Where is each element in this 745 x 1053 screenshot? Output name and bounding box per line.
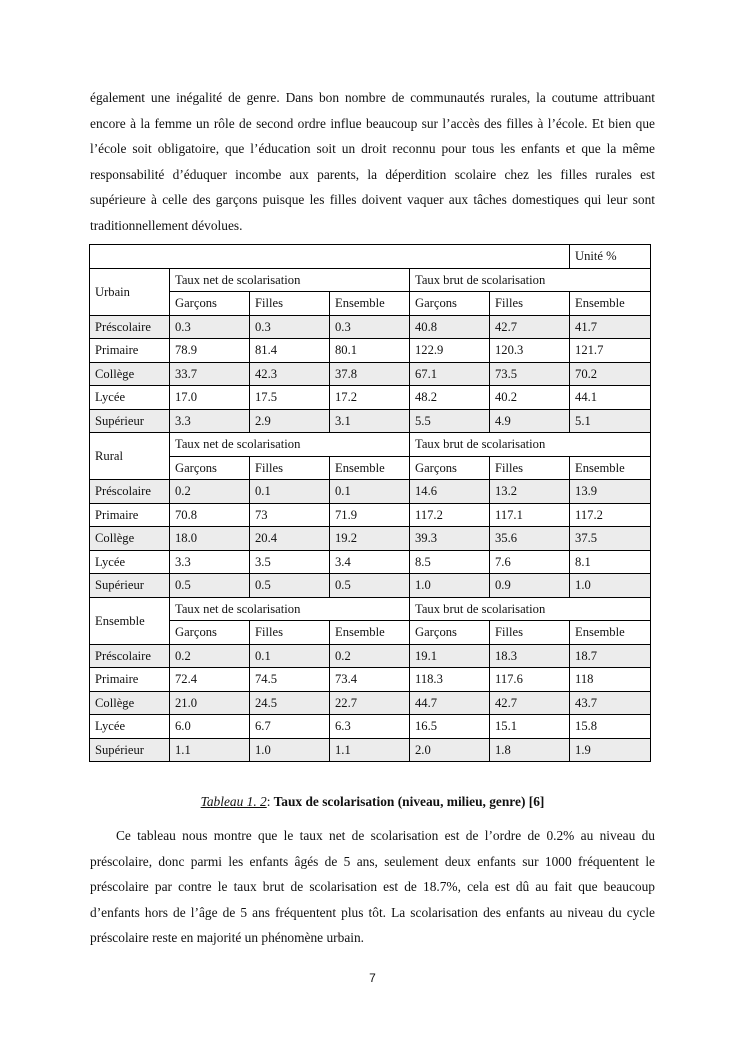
rate-value: 40.2 [490,386,570,410]
level-label: Collège [90,527,170,551]
table-row [90,339,651,363]
rate-value: 6.3 [330,715,410,739]
rate-value: 24.5 [250,691,330,715]
caption-separator: : [266,794,271,809]
rate-value: 1.0 [570,574,651,598]
rate-value: 6.7 [250,715,330,739]
rate-value: 15.1 [490,715,570,739]
subheader-cell: Ensemble [570,621,651,645]
level-label: Lycée [90,715,170,739]
rate-value: 117.2 [410,503,490,527]
level-label: Collège [90,362,170,386]
subheader-cell: Filles [250,292,330,316]
rate-value: 17.5 [250,386,330,410]
rate-value: 3.3 [170,409,250,433]
unit-row-blank [90,245,570,269]
table-row [90,362,651,386]
section-label-ensemble: Ensemble [90,597,170,644]
rate-value: 3.3 [170,550,250,574]
subheader-cell: Filles [490,292,570,316]
table-row [90,574,651,598]
rate-value: 2.9 [250,409,330,433]
rate-value: 18.7 [570,644,651,668]
rate-value: 1.8 [490,738,570,762]
subheader-cell: Garçons [170,621,250,645]
caption-title: Taux de scolarisation (niveau, milieu, genre) [6] [270,794,545,809]
subheader-cell: Garçons [410,621,490,645]
rate-value: 6.0 [170,715,250,739]
rate-value: 1.0 [410,574,490,598]
rate-value: 1.9 [570,738,651,762]
rate-value: 48.2 [410,386,490,410]
rate-value: 35.6 [490,527,570,551]
section-header-row [90,433,651,457]
rate-value: 42.3 [250,362,330,386]
subheader-cell: Filles [250,456,330,480]
rate-value: 18.3 [490,644,570,668]
rate-value: 22.7 [330,691,410,715]
rate-value: 0.3 [170,315,250,339]
level-label: Préscolaire [90,480,170,504]
rate-value: 42.7 [490,691,570,715]
rate-value: 17.0 [170,386,250,410]
rate-value: 21.0 [170,691,250,715]
table-row [90,644,651,668]
rate-value: 1.0 [250,738,330,762]
rate-value: 0.1 [250,480,330,504]
subheader-cell: Filles [250,621,330,645]
net-rate-header: Taux net de scolarisation [170,597,410,621]
section-header-row [90,597,651,621]
subheader-row [90,621,651,645]
rate-value: 78.9 [170,339,250,363]
rate-value: 0.1 [330,480,410,504]
table-caption [90,794,655,810]
rate-value: 14.6 [410,480,490,504]
rate-value: 3.1 [330,409,410,433]
table-row [90,715,651,739]
schooling-rate-table [89,244,651,762]
rate-value: 33.7 [170,362,250,386]
subheader-cell: Ensemble [570,456,651,480]
gross-rate-header: Taux brut de scolarisation [410,433,651,457]
rate-value: 40.8 [410,315,490,339]
rate-value: 20.4 [250,527,330,551]
table-row [90,527,651,551]
level-label: Collège [90,691,170,715]
level-label: Lycée [90,550,170,574]
rate-value: 120.3 [490,339,570,363]
level-label: Primaire [90,339,170,363]
rate-value: 5.1 [570,409,651,433]
rate-value: 44.1 [570,386,651,410]
rate-value: 5.5 [410,409,490,433]
level-label: Supérieur [90,574,170,598]
rate-value: 42.7 [490,315,570,339]
subheader-row [90,292,651,316]
table-row [90,668,651,692]
rate-value: 7.6 [490,550,570,574]
table-row [90,691,651,715]
level-label: Lycée [90,386,170,410]
gross-rate-header: Taux brut de scolarisation [410,268,651,292]
analysis-paragraph: Ce tableau nous montre que le taux net de scolarisation est de l’ordre de 0.2% au niveau du préscolaire, donc parmi les enfants âgés de 5 ans, seulement deux enfants sur 1000 fréquentent le préscolaire par contre le taux brut de scolarisation est de 18.7%, cela est dû au fait que beaucoup d’enfants hors de l’âge de 5 ans fréquentent plus tôt. La scolarisation des enfants au niveau du cycle préscolaire reste en majorité un phénomène urbain. [90,828,655,945]
table-row [90,386,651,410]
gross-rate-header: Taux brut de scolarisation [410,597,651,621]
rate-value: 72.4 [170,668,250,692]
rate-value: 71.9 [330,503,410,527]
rate-value: 1.1 [330,738,410,762]
rate-value: 41.7 [570,315,651,339]
rate-value: 37.5 [570,527,651,551]
rate-value: 37.8 [330,362,410,386]
page-number: 7 [369,971,376,985]
subheader-cell: Garçons [410,456,490,480]
net-rate-header: Taux net de scolarisation [170,268,410,292]
rate-value: 19.2 [330,527,410,551]
rate-value: 73.5 [490,362,570,386]
intro-paragraph: également une inégalité de genre. Dans bon nombre de communautés rurales, la coutume attribuant encore à la femme un rôle de second ordre influe beaucoup sur l’accès des filles à l’école. Et bien que l’école soit obligatoire, que l’éducation soit un droit reconnu pour tous les enfants et que la même responsabilité d’éduquer incombe aux parents, la déperdition scolaire chez les filles rurales est supérieure à celle des garçons puisque les filles doivent vaquer aux tâches domestiques qui leur sont traditionnellement dévolues. [90,90,655,233]
table-row [90,409,651,433]
unit-label: Unité % [570,245,651,269]
rate-value: 0.5 [170,574,250,598]
rate-value: 73.4 [330,668,410,692]
rate-value: 118 [570,668,651,692]
table-row [90,738,651,762]
subheader-cell: Garçons [170,292,250,316]
rate-value: 0.2 [170,644,250,668]
rate-value: 81.4 [250,339,330,363]
level-label: Préscolaire [90,644,170,668]
level-label: Supérieur [90,738,170,762]
rate-value: 1.1 [170,738,250,762]
subheader-cell: Ensemble [330,292,410,316]
rate-value: 0.5 [330,574,410,598]
rate-value: 117.6 [490,668,570,692]
rate-value: 0.1 [250,644,330,668]
rate-value: 121.7 [570,339,651,363]
rate-value: 118.3 [410,668,490,692]
table-row [90,550,651,574]
rate-value: 13.9 [570,480,651,504]
rate-value: 117.1 [490,503,570,527]
rate-value: 13.2 [490,480,570,504]
net-rate-header: Taux net de scolarisation [170,433,410,457]
rate-value: 0.3 [330,315,410,339]
caption-reference: Tableau 1. 2 [200,794,267,809]
subheader-cell: Garçons [170,456,250,480]
table-row [90,480,651,504]
rate-value: 19.1 [410,644,490,668]
rate-value: 0.9 [490,574,570,598]
subheader-cell: Filles [490,456,570,480]
table-row [90,503,651,527]
rate-value: 0.5 [250,574,330,598]
unit-row [90,245,651,269]
subheader-cell: Ensemble [330,621,410,645]
section-label-rural: Rural [90,433,170,480]
rate-value: 18.0 [170,527,250,551]
rate-value: 44.7 [410,691,490,715]
rate-value: 3.5 [250,550,330,574]
rate-value: 43.7 [570,691,651,715]
rate-value: 122.9 [410,339,490,363]
subheader-cell: Ensemble [330,456,410,480]
rate-value: 0.3 [250,315,330,339]
subheader-cell: Ensemble [570,292,651,316]
rate-value: 15.8 [570,715,651,739]
rate-value: 39.3 [410,527,490,551]
level-label: Supérieur [90,409,170,433]
rate-value: 8.1 [570,550,651,574]
table-row [90,315,651,339]
level-label: Primaire [90,503,170,527]
rate-value: 8.5 [410,550,490,574]
rate-value: 3.4 [330,550,410,574]
rate-value: 70.2 [570,362,651,386]
rate-value: 4.9 [490,409,570,433]
rate-value: 117.2 [570,503,651,527]
level-label: Primaire [90,668,170,692]
subheader-cell: Filles [490,621,570,645]
section-header-row [90,268,651,292]
rate-value: 67.1 [410,362,490,386]
rate-value: 0.2 [170,480,250,504]
rate-value: 73 [250,503,330,527]
rate-value: 70.8 [170,503,250,527]
section-label-urbain: Urbain [90,268,170,315]
rate-value: 80.1 [330,339,410,363]
level-label: Préscolaire [90,315,170,339]
rate-value: 17.2 [330,386,410,410]
subheader-cell: Garçons [410,292,490,316]
rate-value: 16.5 [410,715,490,739]
subheader-row [90,456,651,480]
rate-value: 74.5 [250,668,330,692]
rate-value: 2.0 [410,738,490,762]
rate-value: 0.2 [330,644,410,668]
